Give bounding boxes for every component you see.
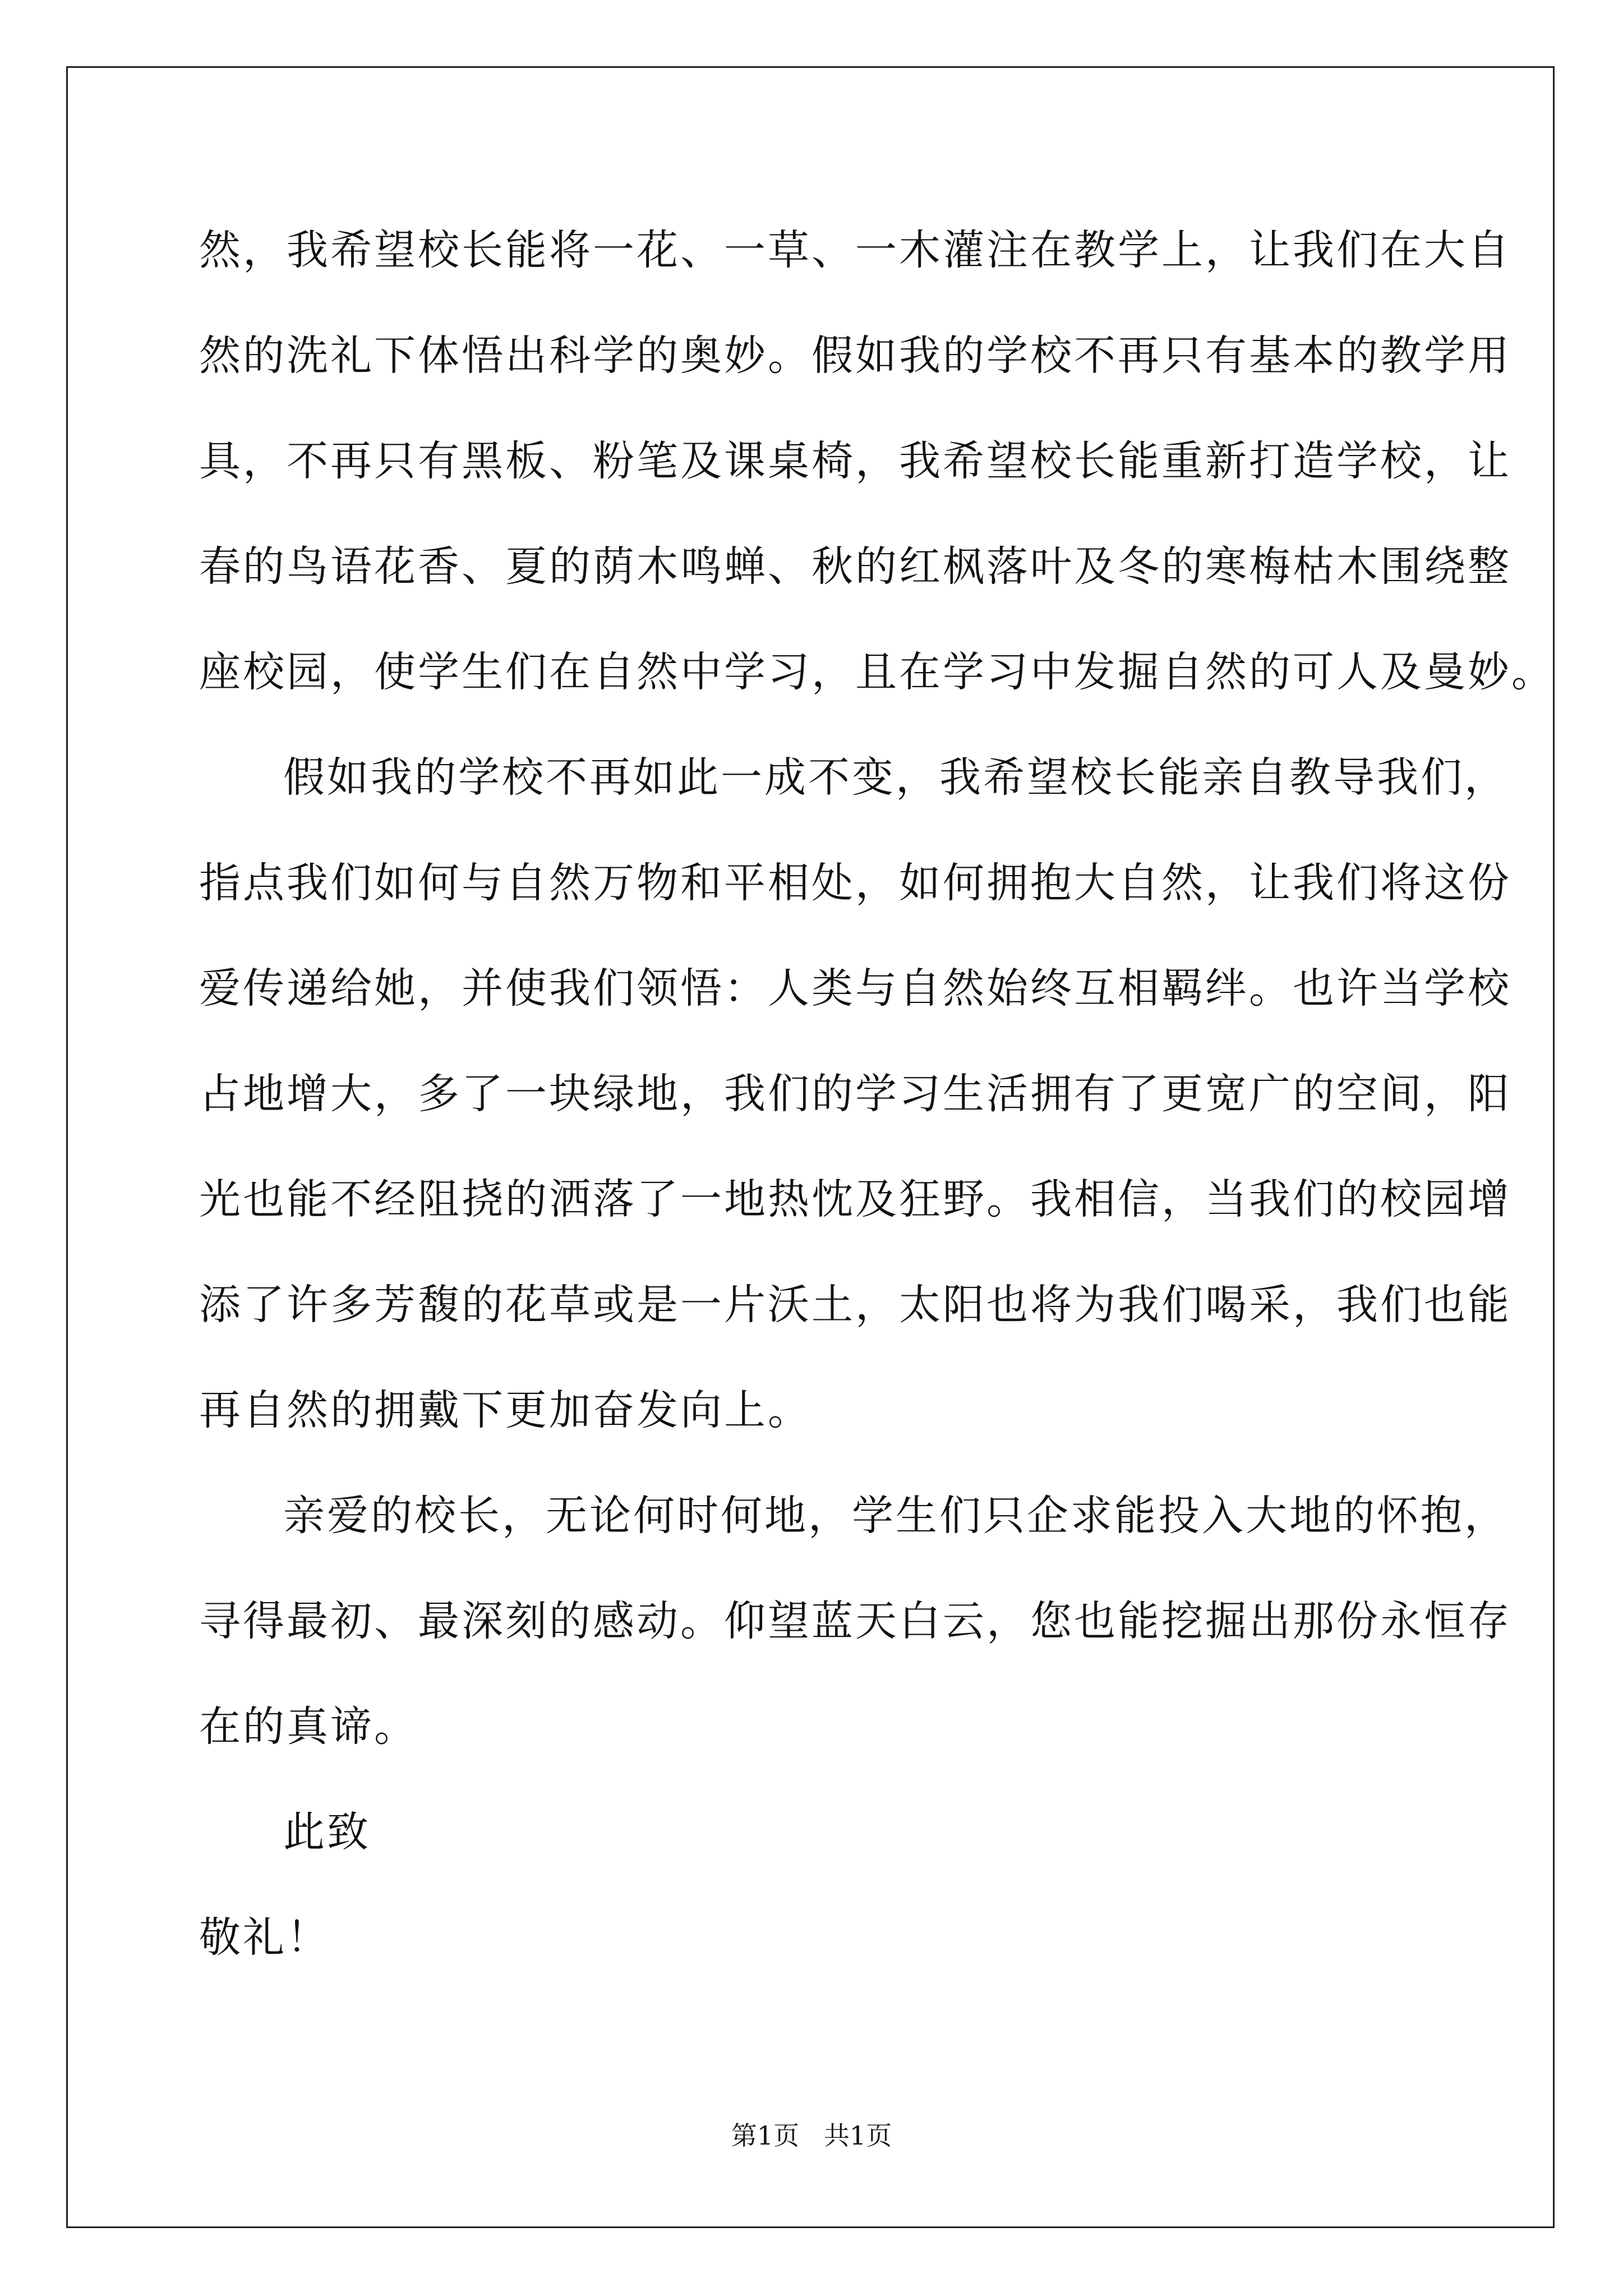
text-line: 然的洗礼下体悟出科学的奥妙。假如我的学校不再只有基本的教学用 — [199, 332, 1511, 380]
text-line: 再自然的拥戴下更加奋发向上。 — [199, 1386, 811, 1434]
closing-salutation: 此致 — [283, 1808, 371, 1856]
text-line: 具，不再只有黑板、粉笔及课桌椅，我希望校长能重新打造学校，让 — [199, 437, 1511, 485]
text-line: 寻得最初、最深刻的感动。仰望蓝天白云，您也能挖掘出那份永恒存 — [199, 1597, 1511, 1645]
text-line: 在的真谛。 — [199, 1703, 418, 1751]
closing-regards: 敬礼！ — [199, 1913, 330, 1962]
text-line: 添了许多芳馥的花草或是一片沃土，太阳也将为我们喝采，我们也能 — [199, 1281, 1511, 1329]
paragraph-start-line: 假如我的学校不再如此一成不变，我希望校长能亲自教导我们， — [283, 753, 1508, 802]
text-line: 春的鸟语花香、夏的荫木鸣蝉、秋的红枫落叶及冬的寒梅枯木围绕整 — [199, 542, 1511, 591]
paragraph-start-line: 亲爱的校长，无论何时何地，学生们只企求能投入大地的怀抱， — [283, 1492, 1508, 1540]
text-line: 然，我希望校长能将一花、一草、一木灌注在教学上，让我们在大自 — [199, 226, 1511, 274]
text-line: 指点我们如何与自然万物和平相处，如何拥抱大自然，让我们将这份 — [199, 859, 1511, 907]
page-number-footer: 第1页 共1页 — [731, 2120, 892, 2151]
text-line: 座校园，使学生们在自然中学习，且在学习中发掘自然的可人及曼妙。 — [199, 648, 1555, 696]
letter-body — [199, 211, 1555, 2004]
text-line: 爱传递给她，并使我们领悟：人类与自然始终互相羁绊。也许当学校 — [199, 964, 1511, 1013]
text-line: 占地增大，多了一块绿地，我们的学习生活拥有了更宽广的空间，阳 — [199, 1070, 1511, 1118]
text-line: 光也能不经阻挠的洒落了一地热忱及狂野。我相信，当我们的校园增 — [199, 1175, 1511, 1223]
